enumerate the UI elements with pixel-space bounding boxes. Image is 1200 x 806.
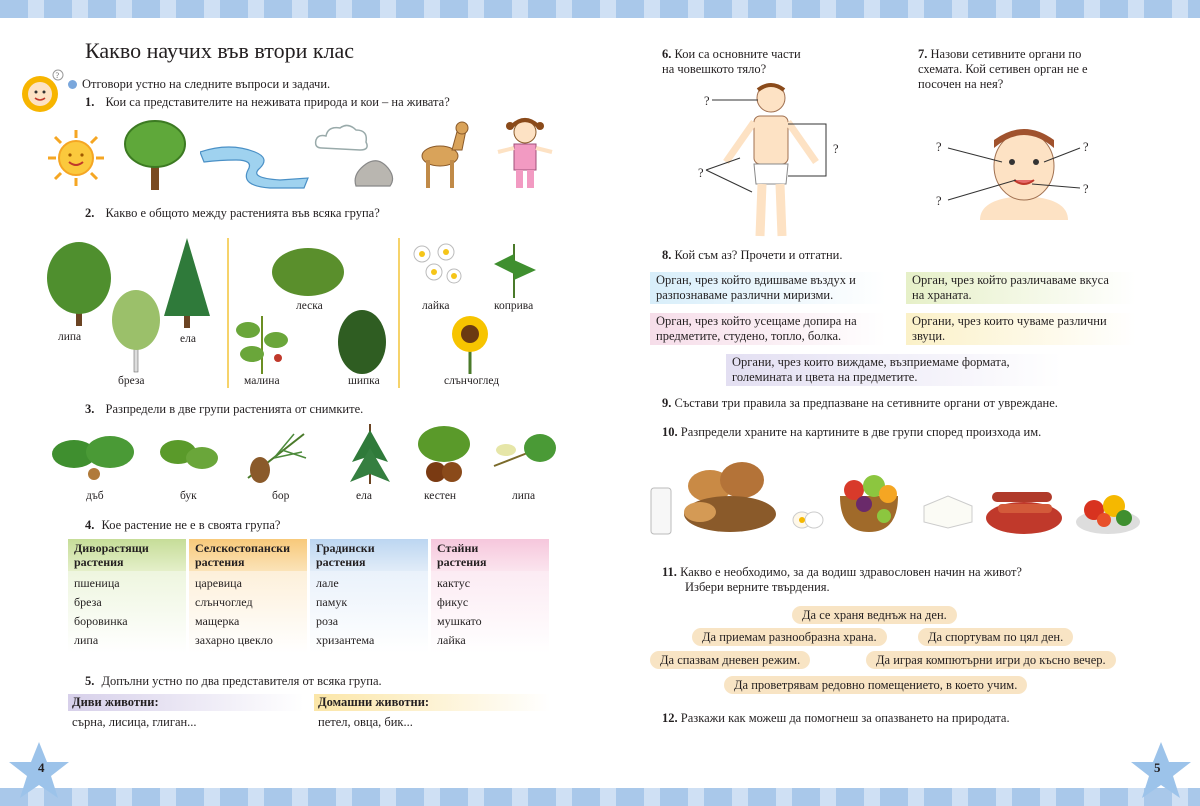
chestnut-icon <box>414 420 474 486</box>
chamomile-icon <box>408 240 466 298</box>
face-question-mark: ? <box>1083 140 1089 154</box>
category-header: Селскостопански растения <box>189 539 307 571</box>
stone-icon <box>352 156 394 190</box>
riddle-eyes: Органи, чрез които виждаме, възприемаме формата, големината и цвета на предметите. <box>726 354 1062 386</box>
q5 <box>85 674 382 689</box>
q1 <box>85 95 450 110</box>
body-question-mark: ? <box>698 166 704 180</box>
q6-text-line2: на човешкото тяло? <box>662 62 767 76</box>
q8-text: Кой съм аз? Прочети и отгатни. <box>674 248 843 262</box>
q7 <box>918 47 1088 92</box>
category-header: Градински растения <box>310 539 428 571</box>
birch-tree-icon <box>108 288 164 374</box>
caption-ela-branch: ела <box>356 490 372 502</box>
list-item: пшеница <box>74 576 120 590</box>
group-divider <box>398 238 400 388</box>
deer-icon <box>414 116 470 192</box>
domestic-animals-label: Домашни животни: <box>314 694 550 711</box>
q9-text: Състави три правила за предпазване на сетивните органи от увреждане. <box>674 396 1058 410</box>
list-item: кактус <box>437 576 471 590</box>
wild-animals-label: Диви животни: <box>68 694 304 711</box>
riddle-nose: Орган, чрез който вдишваме въздух и разпознаваме различни миризми. <box>650 272 886 304</box>
statement-option[interactable]: Да се храня веднъж на ден. <box>792 606 957 624</box>
statement-option[interactable]: Да спазвам дневен режим. <box>650 651 810 669</box>
nettle-icon <box>488 240 540 300</box>
list-item: роза <box>316 614 339 628</box>
caption-buk: бук <box>180 490 197 502</box>
q3-number: 3. <box>85 402 95 416</box>
list-item: бреза <box>74 595 102 609</box>
q11 <box>662 565 1022 595</box>
caption-dab: дъб <box>86 490 104 502</box>
hazel-shrub-icon <box>270 242 346 298</box>
category-items <box>68 571 186 653</box>
q5-number: 5. <box>85 674 95 688</box>
q12-number: 12. <box>662 711 678 725</box>
caption-slanchogled: слънчоглед <box>444 375 500 387</box>
caption-lipa-branch: липа <box>512 490 536 502</box>
page-star-right <box>1128 740 1194 802</box>
caption-leska: леска <box>296 300 323 312</box>
list-item: липа <box>74 633 99 647</box>
statement-option[interactable]: Да спортувам по цял ден. <box>918 628 1073 646</box>
tree-icon <box>122 118 188 192</box>
q9 <box>662 396 1058 411</box>
intro-text: Отговори устно на следните въпроси и задачи. <box>82 77 331 91</box>
q11-text-line1: Какво е необходимо, за да водиш здравословен начин на живот? <box>680 565 1022 579</box>
caption-lipa: липа <box>58 331 82 343</box>
list-item: лайка <box>437 633 466 647</box>
caption-kesten: кестен <box>424 490 457 502</box>
rosehip-plant-icon <box>336 308 388 376</box>
category-items <box>431 571 549 653</box>
q5-text: Допълни устно по два представителя от всяка група. <box>101 674 382 688</box>
list-item: слънчоглед <box>195 595 253 609</box>
category-column-indoor <box>431 539 549 653</box>
q4 <box>85 518 280 533</box>
fir-branch-icon <box>346 422 394 486</box>
q1-text: Кои са представителите на неживата природа и кои – на живата? <box>105 95 450 109</box>
riddle-tongue: Орган, чрез който различаваме вкуса на храната. <box>906 272 1136 304</box>
category-column-garden <box>310 539 428 653</box>
beech-leaves-icon <box>156 428 222 484</box>
category-column-wild <box>68 539 186 653</box>
wild-animals-examples: сърна, лисица, глиган... <box>72 715 197 729</box>
group-divider <box>227 238 229 388</box>
page-number-left: 4 <box>38 760 45 775</box>
q7-text-line1: Назови сетивните органи по <box>930 47 1082 61</box>
list-item: лале <box>316 576 339 590</box>
q12-text: Разкажи как можеш да помогнеш за опазването на природата. <box>680 711 1010 725</box>
face-question-mark: ? <box>936 194 942 208</box>
face-question-mark: ? <box>1083 182 1089 196</box>
q3-text: Разпредели в две групи растенията от снимките. <box>105 402 364 416</box>
q10 <box>662 425 1041 440</box>
sun-icon <box>44 128 108 188</box>
raspberry-plant-icon <box>232 310 296 376</box>
category-header: Диворастящи растения <box>68 539 186 571</box>
list-item: захарно цвекло <box>195 633 273 647</box>
bullet-dot <box>68 80 77 89</box>
q2 <box>85 206 380 221</box>
fir-tree-icon <box>160 236 214 330</box>
q11-number: 11. <box>662 565 677 579</box>
q10-number: 10. <box>662 425 678 439</box>
cheese-icon <box>920 490 976 530</box>
riddle-ears: Органи, чрез които чуваме различни звуци. <box>906 313 1136 345</box>
q8-number: 8. <box>662 248 672 262</box>
q2-text: Какво е общото между растенията във всяка група? <box>105 206 380 220</box>
q3 <box>85 402 363 417</box>
caption-shipka: шипка <box>348 375 380 387</box>
q7-text-line2: схемата. Кой сетивен орган не е <box>918 62 1088 76</box>
pine-branch-icon <box>244 428 308 484</box>
vegetables-icon <box>1074 480 1142 536</box>
q6-text-line1: Кои са основните части <box>674 47 801 61</box>
domestic-animals-examples: петел, овца, бик... <box>318 715 413 729</box>
page-title: Какво научих във втори клас <box>85 38 355 63</box>
list-item: мушкато <box>437 614 482 628</box>
bread-basket-icon <box>680 456 780 536</box>
list-item: хризантема <box>316 633 375 647</box>
riddle-skin: Орган, чрез който усещаме допира на предметите, студено, топло, болка. <box>650 313 886 345</box>
oak-leaves-icon <box>50 428 138 484</box>
list-item: фикус <box>437 595 469 609</box>
stream-icon <box>200 140 310 190</box>
caption-layka: лайка <box>422 300 450 312</box>
child-thinking-icon <box>18 68 64 114</box>
list-item: боровинка <box>74 614 128 628</box>
q6-number: 6. <box>662 47 672 61</box>
statement-option[interactable]: Да проветрявам редовно помещението, в което учим. <box>724 676 1027 694</box>
statement-option[interactable]: Да приемам разнообразна храна. <box>692 628 887 646</box>
q7-number: 7. <box>918 47 928 61</box>
bottom-border <box>0 788 1200 806</box>
list-item: мащерка <box>195 614 240 628</box>
eggs-icon <box>790 508 826 530</box>
category-items <box>310 571 428 653</box>
linden-tree-icon <box>44 240 114 328</box>
q10-text: Разпредели храните на картините в две групи според произхода им. <box>680 425 1042 439</box>
milk-glass-icon <box>648 486 674 536</box>
q1-number: 1. <box>85 95 95 109</box>
human-body-diagram <box>696 80 846 242</box>
q6 <box>662 47 801 77</box>
category-column-agricultural <box>189 539 307 653</box>
q8 <box>662 248 842 263</box>
girl-icon <box>494 116 556 192</box>
caption-ela: ела <box>180 333 196 345</box>
q2-number: 2. <box>85 206 95 220</box>
q12 <box>662 711 1010 726</box>
category-header: Стайни растения <box>431 539 549 571</box>
q9-number: 9. <box>662 396 672 410</box>
body-question-mark: ? <box>833 142 839 156</box>
sunflower-icon <box>446 314 494 374</box>
linden-branch-icon <box>490 426 558 484</box>
body-question-mark: ? <box>704 94 710 108</box>
top-border <box>0 0 1200 18</box>
caption-malina: малина <box>244 375 280 387</box>
cloud-icon <box>312 120 372 154</box>
category-items <box>189 571 307 653</box>
list-item: памук <box>316 595 348 609</box>
meat-icon <box>982 478 1064 536</box>
q4-number: 4. <box>85 518 95 532</box>
fruit-basket-icon <box>834 460 904 536</box>
q11-text-line2: Избери верните твърдения. <box>685 580 830 594</box>
svg-text:?: ? <box>55 71 60 80</box>
caption-kopriva: коприва <box>494 300 534 312</box>
statement-option[interactable]: Да играя компютърни игри до късно вечер. <box>866 651 1116 669</box>
caption-breza: бреза <box>118 375 145 387</box>
q7-text-line3: посочен на нея? <box>918 77 1004 91</box>
caption-bor: бор <box>272 490 290 502</box>
page-number-right: 5 <box>1154 760 1161 775</box>
list-item: царевица <box>195 576 242 590</box>
q4-text: Кое растение не е в своята група? <box>101 518 281 532</box>
face-question-mark: ? <box>936 140 942 154</box>
